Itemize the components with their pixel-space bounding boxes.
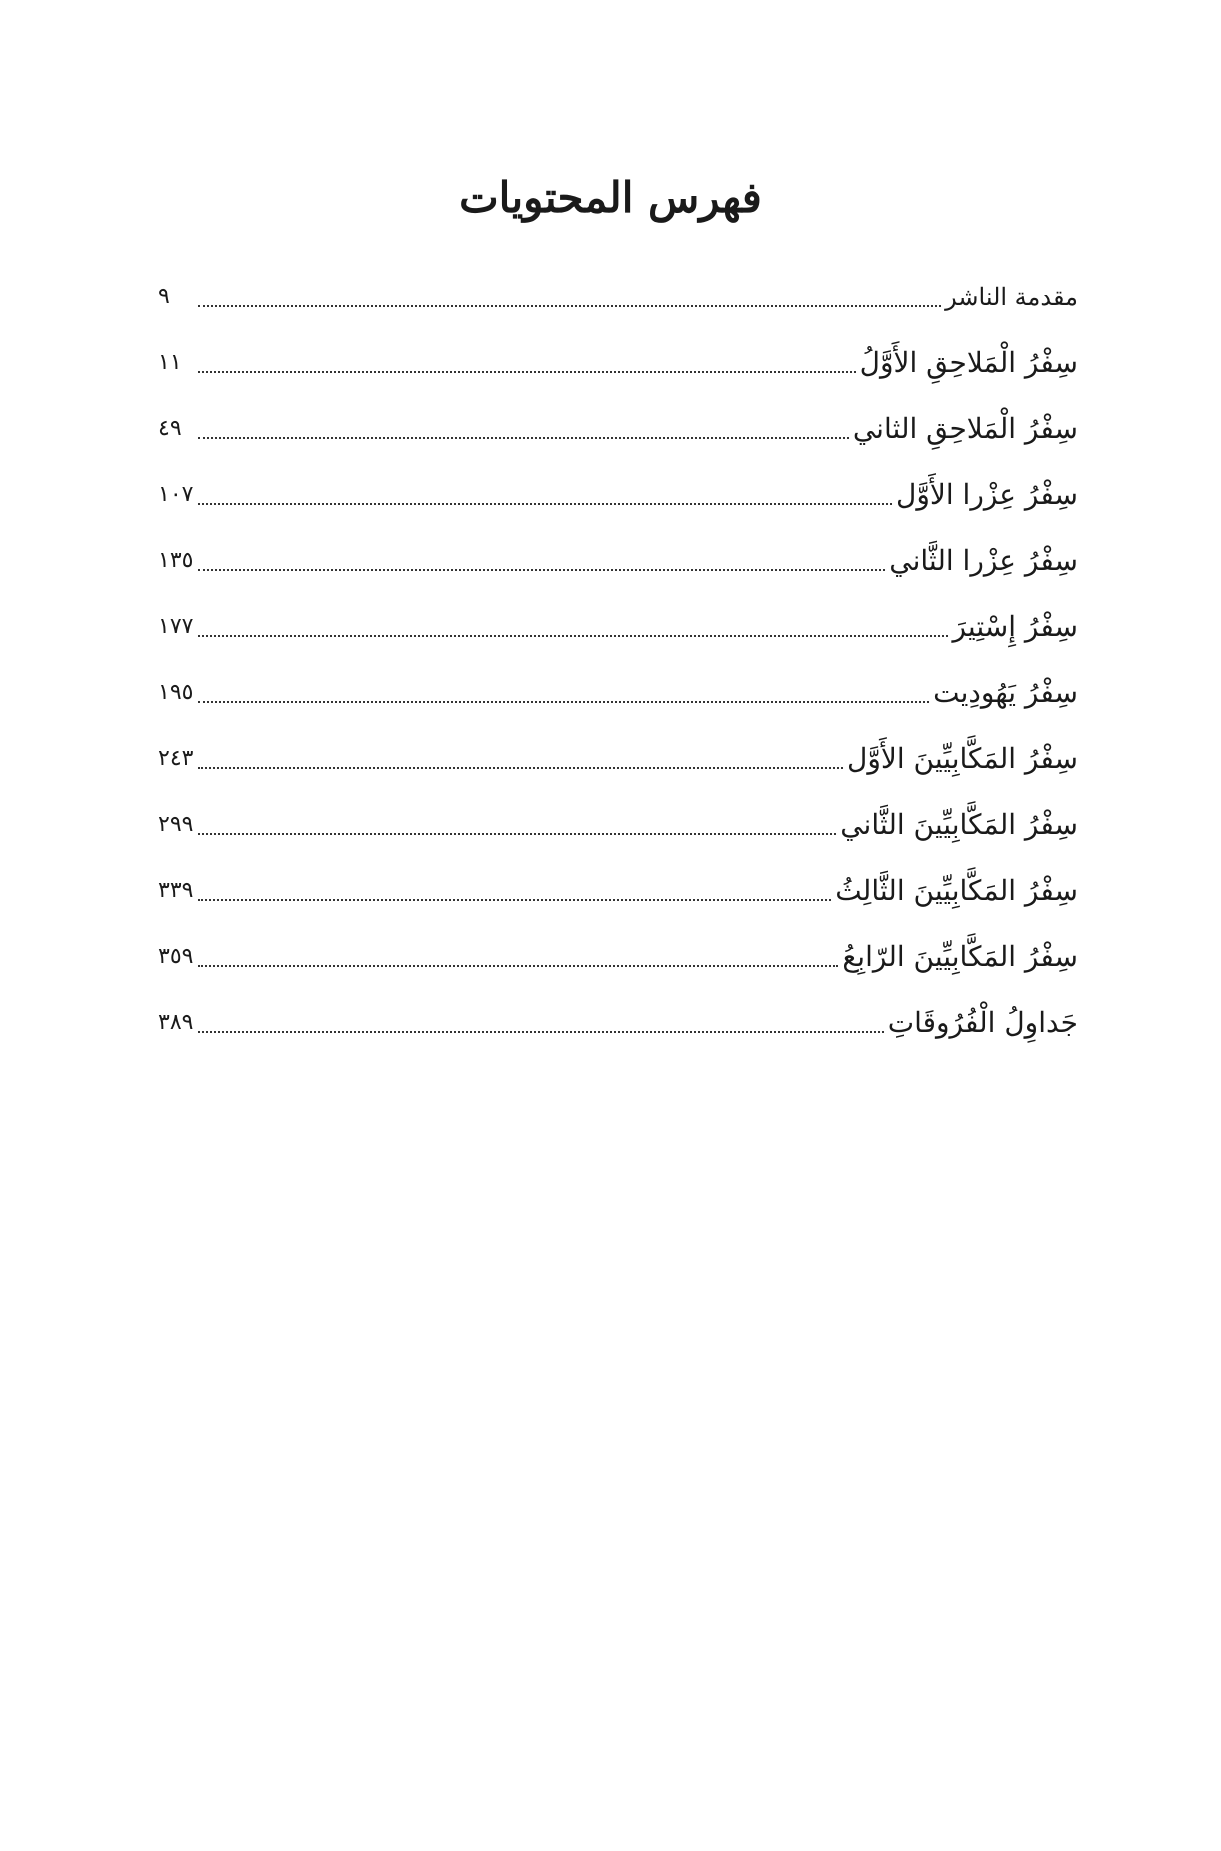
toc-entry-title: سِفْرُ المَكَّابِيِّينَ الرّابِعُ <box>842 940 1078 973</box>
toc-entry-title: سِفْرُ عِزْرا الأَوَّل <box>896 478 1078 511</box>
toc-entry-page: ١٧٧ <box>158 614 194 639</box>
toc-entry <box>158 270 1078 316</box>
toc-entry <box>158 448 1078 514</box>
dot-leader <box>198 371 856 373</box>
dot-leader <box>198 1031 884 1033</box>
toc-entry-title: سِفْرُ المَكَّابِيِّينَ الأَوَّل <box>847 742 1078 775</box>
dot-leader <box>198 701 929 703</box>
toc-entry <box>158 778 1078 844</box>
toc-entry <box>158 316 1078 382</box>
toc-entry <box>158 580 1078 646</box>
dot-leader <box>198 437 849 439</box>
toc-entry-page: ١٩٥ <box>158 680 194 705</box>
toc-entry-title: سِفْرُ يَهُودِيت <box>933 676 1078 709</box>
dot-leader <box>198 503 892 505</box>
toc-entry <box>158 976 1078 1042</box>
toc-entry <box>158 844 1078 910</box>
toc-entry-page: ٣٨٩ <box>158 1010 194 1035</box>
dot-leader <box>198 833 836 835</box>
toc-entry-title: مقدمة الناشر <box>945 283 1078 311</box>
toc-entry-title: سِفْرُ المَكَّابِيِّينَ الثَّالِثُ <box>835 874 1078 907</box>
toc-entry-title: جَداوِلُ الْفُرُوقَاتِ <box>887 1006 1078 1039</box>
toc-entry-page: ٢٩٩ <box>158 812 194 837</box>
toc-entry <box>158 382 1078 448</box>
page-title: فهرس المحتويات <box>459 173 762 222</box>
toc-entry-page: ١٣٥ <box>158 548 194 573</box>
dot-leader <box>198 305 941 307</box>
toc-entry <box>158 910 1078 976</box>
toc-entry <box>158 646 1078 712</box>
toc-entry-title: سِفْرُ إِسْتِيرَ <box>952 610 1078 643</box>
table-of-contents <box>158 270 1078 1042</box>
toc-entry <box>158 514 1078 580</box>
toc-entry-page: ٩ <box>158 284 170 309</box>
toc-entry-title: سِفْرُ المَكَّابِيِّينَ الثَّاني <box>840 808 1078 841</box>
dot-leader <box>198 569 885 571</box>
toc-entry-page: ٣٣٩ <box>158 878 194 903</box>
dot-leader <box>198 767 843 769</box>
dot-leader <box>198 965 838 967</box>
toc-entry-page: ١١ <box>158 350 182 375</box>
dot-leader <box>198 899 831 901</box>
toc-entry-title: سِفْرُ الْمَلاحِقِ الثاني <box>852 412 1078 445</box>
toc-entry-page: ١٠٧ <box>158 482 194 507</box>
toc-entry-page: ٤٩ <box>158 416 182 441</box>
dot-leader <box>198 635 948 637</box>
toc-entry <box>158 712 1078 778</box>
toc-entry-title: سِفْرُ الْمَلاحِقِ الأَوَّلُ <box>859 346 1078 379</box>
toc-entry-page: ٢٤٣ <box>158 746 194 771</box>
toc-entry-title: سِفْرُ عِزْرا الثَّاني <box>889 544 1078 577</box>
toc-entry-page: ٣٥٩ <box>158 944 194 969</box>
